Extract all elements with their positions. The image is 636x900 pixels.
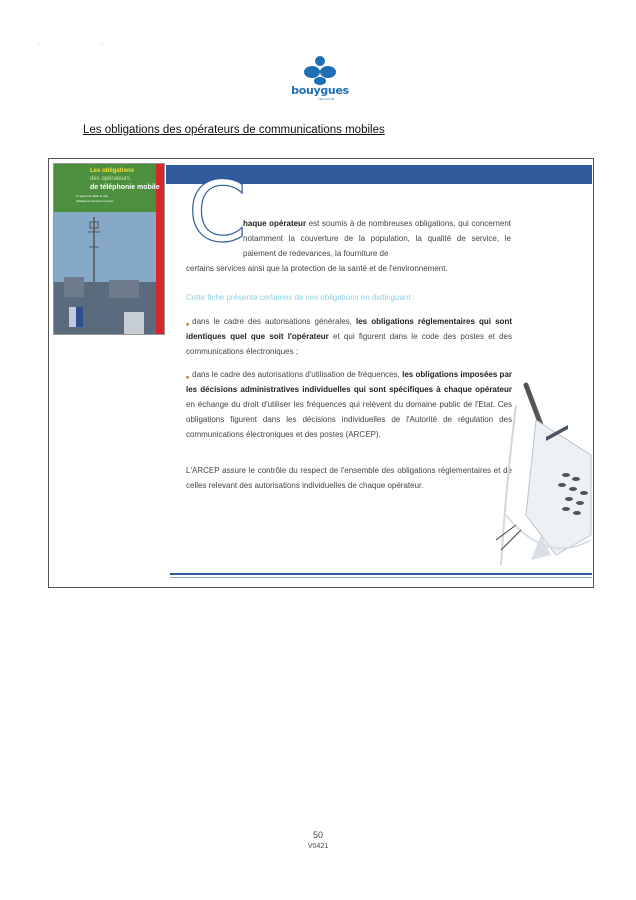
- cover-line-2: des opérateurs: [90, 176, 131, 182]
- brand-name: bouygues: [291, 84, 349, 97]
- cover-line-4: à l'égard de l'État et des: [76, 194, 108, 198]
- cover-line-5: utilisateurs de leurs services: [76, 199, 114, 203]
- p3-end: en échange du droit d'utiliser les fréquences qui relèvent du domaine public de l'Etat. Ces obligations figurent dans les décisions individuelles de l'Autorité de régulation des communications électroniques et des postes (ARCEP).: [186, 400, 512, 439]
- paragraph-1-end: certains services ainsi que la protection de la santé et de l'environnement.: [186, 264, 448, 273]
- bottom-blue-bar: [170, 573, 592, 575]
- bullet-icon: ❟: [186, 370, 190, 379]
- brand-sub: TELECOM: [318, 97, 335, 101]
- page-number: 50: [312, 830, 323, 840]
- p2-start: dans le cadre des autorisations générales,: [192, 317, 356, 326]
- drop-cap: C: [188, 163, 247, 261]
- scan-marks: , ,: [38, 40, 134, 46]
- intro-line: Cette fiche présente certaines de ces obligations en distinguant :: [186, 293, 416, 302]
- cover-photo-illustration: [54, 212, 156, 335]
- page-title: Les obligations des opérateurs de communications mobiles: [83, 124, 385, 136]
- paragraph-4: L'ARCEP assure le contrôle du respect de l'ensemble des obligations réglementaires et de celles relevant des autorisations individuelles de chaque opérateur.: [186, 466, 512, 490]
- p3-start: dans le cadre des autorisations d'utilisation de fréquences,: [192, 370, 403, 379]
- cover-line-3: de téléphonie mobile: [90, 184, 160, 191]
- p1-bold: haque opérateur: [243, 219, 307, 228]
- paragraph-3: [186, 367, 512, 442]
- p3-bold: les obligations imposées par les décisions administratives individuelles qui sont spécifiques à chaque opérateur: [186, 370, 513, 394]
- mobile-phone-illustration: [496, 365, 596, 575]
- bullet-icon: ❟: [186, 317, 190, 326]
- bottom-thin-bar: [170, 577, 592, 578]
- p2-bold: les obligations réglementaires qui sont identiques quel que soit l'opérateur: [186, 317, 512, 341]
- paragraph-2: [186, 314, 512, 359]
- cover-line-1: Les obligations: [90, 168, 135, 174]
- paragraph-1: [243, 216, 511, 261]
- version-code: V0421: [307, 843, 329, 850]
- p2-end: et qui figurent dans le code des postes et des communications électroniques ;: [186, 332, 513, 356]
- p1-rest: est soumis à de nombreuses obligations, qui concernent notamment la couverture de la population, la qualité de service, le paiement de redevances, la fourniture de: [243, 219, 511, 258]
- brochure-cover: [53, 163, 165, 335]
